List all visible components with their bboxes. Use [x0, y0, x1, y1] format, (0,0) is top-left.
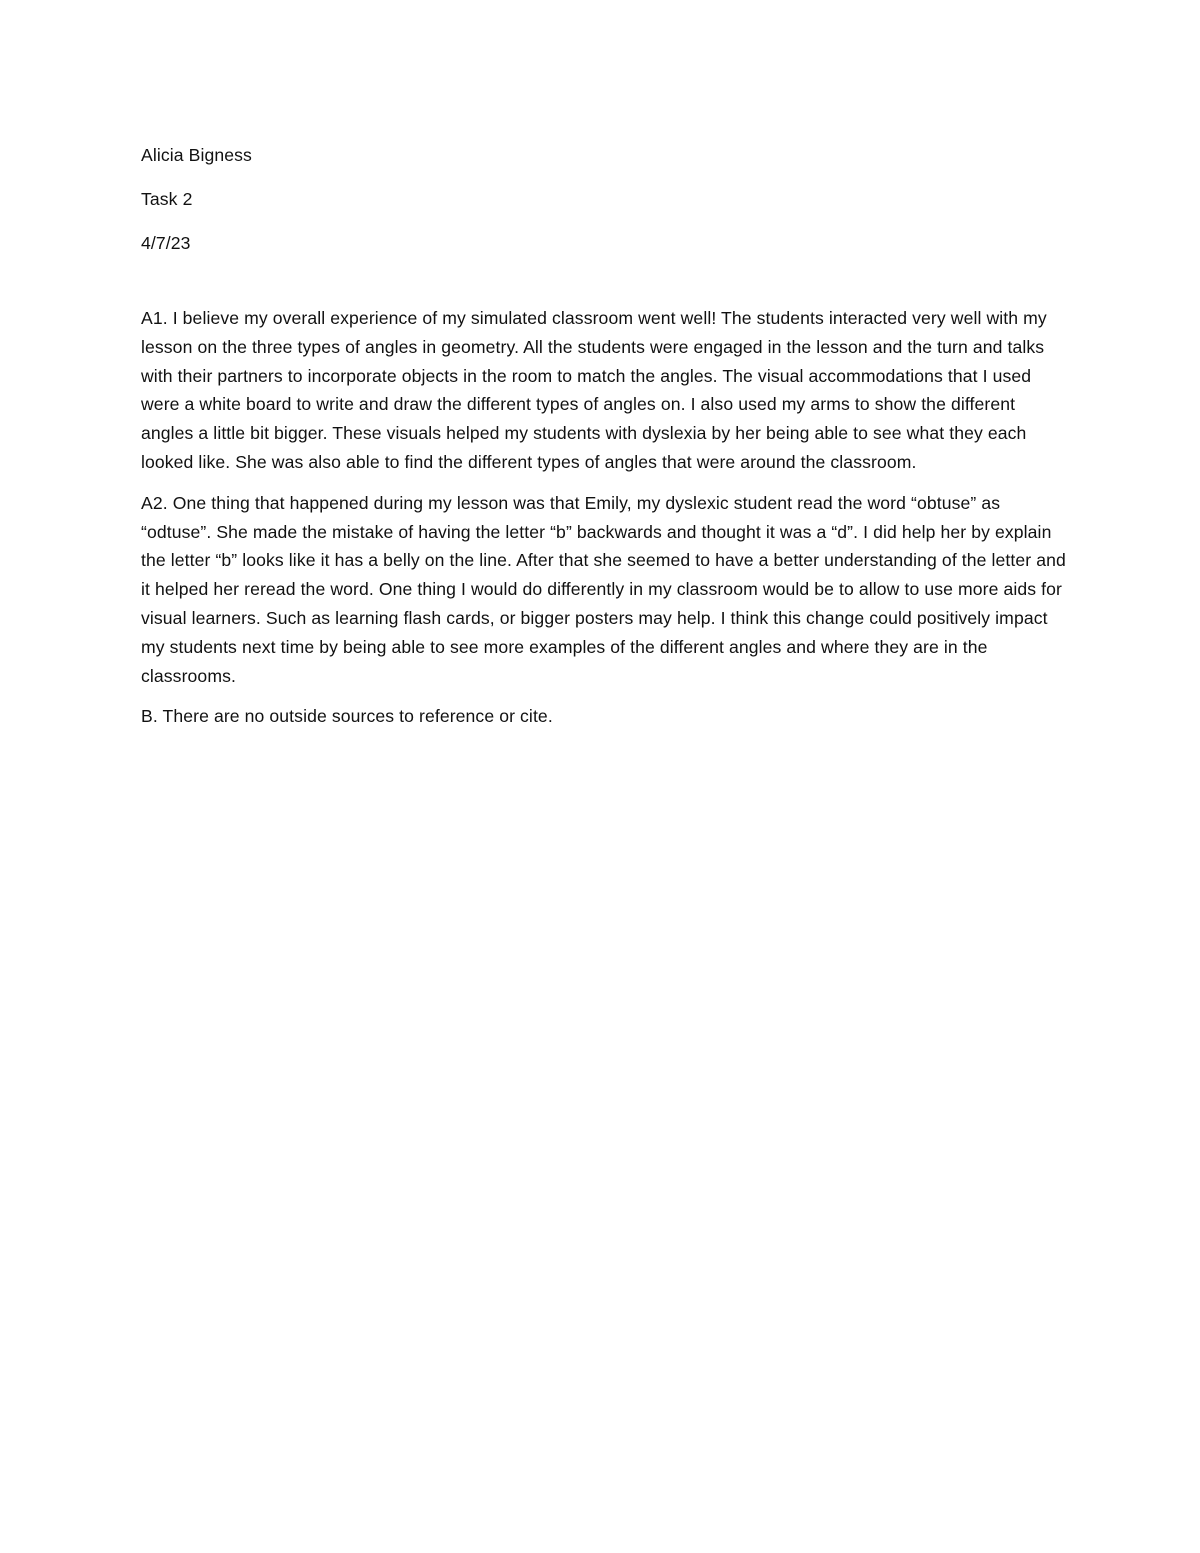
header-spacer: [141, 258, 1071, 304]
document-date: 4/7/23: [141, 233, 191, 253]
document-body: [141, 140, 1071, 743]
paragraph-a1: A1. I believe my overall experience of my simulated classroom went well! The students interacted very well with my lesson on the three types of angles in geometry. All the students were engaged in the lesson and the turn and talks with their partners to incorporate objects in the room to match the angles. The visual accommodations that I used were a white board to write and draw the different types of angles on. I also used my arms to show the different angles a little bit bigger. These visuals helped my students with dyslexia by her being able to see what they each looked like. She was also able to find the different types of angles that were around the classroom.: [141, 308, 1047, 472]
paragraph-a2: A2. One thing that happened during my lesson was that Emily, my dyslexic student read the word “obtuse” as “odtuse”. She made the mistake of having the letter “b” backwards and thought it was a “d”. I did help her by explain the letter “b” looks like it has a belly on the line. After that she seemed to have a better understanding of the letter and it helped her reread the word. One thing I would do differently in my classroom would be to allow to use more aids for visual learners. Such as learning flash cards, or bigger posters may help. I think this change could positively impact my students next time by being able to see more examples of the different angles and where they are in the classrooms.: [141, 492, 1066, 686]
paragraph-b: B. There are no outside sources to reference or cite.: [141, 706, 553, 727]
task-label: Task 2: [141, 189, 193, 209]
author-name: Alicia Bigness: [141, 145, 252, 165]
